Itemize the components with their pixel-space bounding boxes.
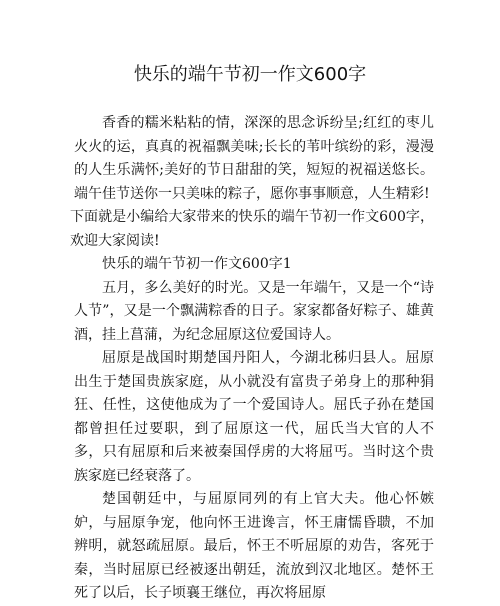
body-paragraph-2: 屈原是战国时期楚国丹阳人，今湖北秭归县人。屈原出生于楚国贵族家庭，从小就没有富贵子弟身上的那种狷狂、任性，这使他成为了一个爱国诗人。屈氏子孙在楚国都曾担任过要职，到了屈原这一代，屈氏当大官的人不多，只有屈原和后来被秦国俘虏的大将屈丐。当时这个贵族家庭已经衰落了。: [74, 350, 434, 484]
intro-paragraph: 香香的糯米粘粘的情，深深的思念诉纷呈;红红的枣儿火火的运，真真的祝福飘美味;长长的苇叶缤纷的彩，漫漫的人生乐满怀;美好的节日甜甜的笑，短短的祝福送悠长。端午佳节送你一只美味的粽子，愿你事事顺意，人生精彩!: [74, 115, 434, 202]
document-title: 快乐的端午节初一作文600字: [133, 64, 367, 85]
document-body: [70, 112, 434, 606]
lead-in-paragraph: 下面就是小编给大家带来的快乐的端午节初一作文600字，欢迎大家阅读!: [70, 209, 434, 249]
section-heading: 快乐的端午节初一作文600字1: [102, 256, 292, 272]
body-paragraph-1: 五月，多么美好的时光。又是一年端午，又是一个“诗人节”，又是一个飘满粽香的日子。家家都备好粽子、雄黄酒，挂上菖蒲，为纪念屈原这位爱国诗人。: [74, 279, 434, 343]
body-paragraph-3: 楚国朝廷中，与屈原同列的有上官大夫。他心怀嫉妒，与屈原争宠，他向怀王进谗言，怀王庸懦昏聩，不加辨明，就怒疏屈原。最后，怀王不听屈原的劝告，客死于秦，当时屈原已经被逐出朝廷，流放到汉北地区。楚怀王死了以后，长子顷襄王继位，再次将屈原: [74, 491, 434, 601]
